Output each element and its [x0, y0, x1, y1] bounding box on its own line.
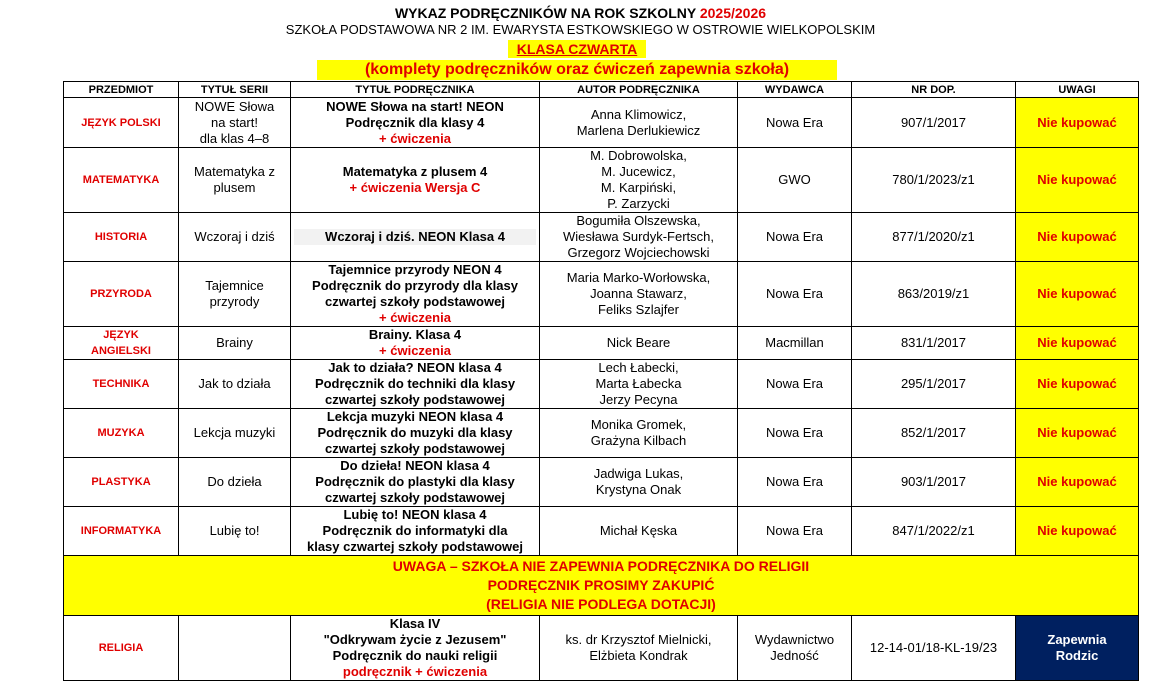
title-cell	[291, 98, 540, 148]
subject-cell	[64, 327, 179, 360]
approval-number-cell: 295/1/2017	[852, 360, 1016, 409]
series-name: Lekcja muzyki	[193, 425, 276, 440]
author-name: Monika Gromek,	[590, 417, 687, 432]
approval-number-cell: 907/1/2017	[852, 98, 1016, 148]
table-row	[64, 507, 1139, 556]
title-prefix: WYKAZ PODRĘCZNIKÓW NA ROK SZKOLNY	[394, 5, 696, 21]
publisher-cell: Nowa Era	[738, 507, 852, 556]
subject-cell	[64, 409, 179, 458]
approval-number-cell: 903/1/2017	[852, 458, 1016, 507]
book-title: Do dzieła! NEON klasa 4	[340, 458, 490, 473]
note-cell	[1016, 616, 1139, 681]
author-name: Krystyna Onak	[595, 482, 682, 497]
title-cell	[291, 262, 540, 327]
subject-name: TECHNIKA	[92, 378, 150, 390]
warning-line: PODRĘCZNIK PROSIMY ZAKUPIĆ	[487, 577, 715, 593]
series-name: Matematyka z	[194, 164, 275, 179]
warning-line: (RELIGIA NIE PODLEGA DOTACJI)	[486, 596, 716, 612]
table-row	[64, 360, 1139, 409]
publisher-cell	[738, 616, 852, 681]
author-cell	[540, 616, 738, 681]
series-cell	[179, 616, 291, 681]
note-line: Zapewnia	[1047, 632, 1107, 647]
col-subject: PRZEDMIOT	[64, 82, 179, 98]
book-title: Klasa IV	[389, 616, 441, 631]
table-row	[64, 409, 1139, 458]
series-name: Jak to działa	[198, 376, 271, 391]
subject-cell	[64, 360, 179, 409]
author-name: Grażyna Kilbach	[590, 433, 687, 448]
book-title: Tajemnice przyrody NEON 4	[328, 262, 502, 277]
note-cell: Nie kupować	[1016, 98, 1139, 148]
approval-number-cell: 877/1/2020/z1	[852, 213, 1016, 262]
series-name: Lubię to!	[209, 523, 260, 538]
table-header-row	[64, 82, 1139, 98]
book-title: Lubię to! NEON klasa 4	[343, 507, 487, 522]
author-name: Marlena Derlukiewicz	[576, 122, 701, 138]
author-name: Nick Beare	[606, 335, 671, 350]
author-name: Jerzy Pecyna	[599, 392, 678, 407]
class-note: (komplety podręczników oraz ćwiczeń zapewnia szkoła)	[317, 60, 837, 80]
warning-row	[64, 556, 1139, 616]
title-cell	[291, 360, 540, 409]
publisher-cell: Nowa Era	[738, 213, 852, 262]
book-title: czwartej szkoły podstawowej	[325, 392, 505, 407]
subject-cell	[64, 507, 179, 556]
title-cell	[291, 458, 540, 507]
author-cell	[540, 360, 738, 409]
series-cell	[179, 148, 291, 213]
religion-warning	[64, 556, 1139, 616]
series-cell	[179, 213, 291, 262]
series-cell	[179, 360, 291, 409]
note-cell: Nie kupować	[1016, 360, 1139, 409]
title-extra: + ćwiczenia	[379, 310, 451, 325]
series-name: Tajemnice	[205, 278, 264, 293]
publisher-cell: Nowa Era	[738, 262, 852, 327]
author-cell	[540, 507, 738, 556]
subject-name: ANGIELSKI	[91, 345, 151, 357]
title-extra: + ćwiczenia	[379, 130, 451, 146]
book-title: Podręcznik do informatyki dla	[322, 523, 508, 538]
title-year: 2025/2026	[699, 5, 767, 21]
author-name: Marta Łabecka	[595, 376, 682, 391]
school-name: SZKOŁA PODSTAWOWA NR 2 IM. EWARYSTA ESTKOWSKIEGO W OSTROWIE WIELKOPOLSKIM	[285, 22, 876, 37]
series-name: przyrody	[209, 294, 260, 309]
approval-number-cell: 12-14-01/18-KL-19/23	[852, 616, 1016, 681]
approval-number-cell: 863/2019/z1	[852, 262, 1016, 327]
publisher-cell: Nowa Era	[738, 360, 852, 409]
author-name: Elżbieta Kondrak	[589, 648, 688, 663]
author-cell	[540, 262, 738, 327]
title-cell	[291, 507, 540, 556]
subject-name: MATEMATYKA	[82, 174, 160, 186]
note-cell: Nie kupować	[1016, 213, 1139, 262]
note-cell: Nie kupować	[1016, 262, 1139, 327]
col-notes: UWAGI	[1016, 82, 1139, 98]
book-title: "Odkrywam życie z Jezusem"	[323, 632, 507, 647]
author-cell	[540, 327, 738, 360]
book-title: Podręcznik do techniki dla klasy	[314, 376, 516, 391]
book-title: Jak to działa? NEON klasa 4	[328, 360, 502, 375]
book-title: czwartej szkoły podstawowej	[325, 490, 505, 505]
author-name: M. Dobrowolska,	[590, 148, 687, 163]
subject-name: PRZYRODA	[90, 288, 152, 300]
col-author: AUTOR PODRĘCZNIKA	[540, 82, 738, 98]
publisher-cell: Nowa Era	[738, 409, 852, 458]
series-cell	[179, 458, 291, 507]
author-name: Joanna Stawarz,	[590, 286, 687, 301]
author-name: Feliks Szlajfer	[598, 302, 679, 317]
note-cell: Nie kupować	[1016, 409, 1139, 458]
subject-cell	[64, 458, 179, 507]
series-cell	[179, 409, 291, 458]
author-name: Wiesława Surdyk-Fertsch,	[563, 229, 714, 244]
subject-name: MUZYKA	[97, 427, 145, 439]
author-cell	[540, 213, 738, 262]
series-name: plusem	[213, 180, 256, 195]
author-name: Michał Kęska	[599, 523, 678, 538]
publisher-cell: Nowa Era	[738, 458, 852, 507]
series-cell	[179, 98, 291, 148]
series-name: Brainy	[216, 335, 253, 350]
approval-number-cell: 831/1/2017	[852, 327, 1016, 360]
approval-number-cell: 780/1/2023/z1	[852, 148, 1016, 213]
title-extra: + ćwiczenia Wersja C	[349, 180, 481, 195]
table-row	[64, 616, 1139, 681]
author-name: Bogumiła Olszewska,	[576, 213, 701, 228]
title-cell	[291, 213, 540, 262]
book-title: Matematyka z plusem 4	[342, 164, 488, 179]
book-title: Lekcja muzyki NEON klasa 4	[326, 409, 504, 424]
author-name: M. Jucewicz,	[601, 164, 676, 179]
table-row	[64, 148, 1139, 213]
author-cell	[540, 458, 738, 507]
subject-cell	[64, 262, 179, 327]
book-title: Podręcznik do nauki religii	[332, 648, 498, 663]
table-row	[64, 458, 1139, 507]
author-cell	[540, 148, 738, 213]
book-title: czwartej szkoły podstawowej	[325, 441, 505, 456]
book-title: Brainy. Klasa 4	[368, 327, 462, 342]
publisher-cell: Nowa Era	[738, 98, 852, 148]
note-cell: Nie kupować	[1016, 458, 1139, 507]
author-name: ks. dr Krzysztof Mielnicki,	[565, 632, 712, 647]
title-cell	[291, 148, 540, 213]
author-name: P. Zarzycki	[607, 196, 670, 211]
subject-name: RELIGIA	[98, 642, 144, 654]
series-name: Wczoraj i dziś	[194, 229, 275, 244]
subject-cell	[64, 98, 179, 148]
col-number: NR DOP.	[852, 82, 1016, 98]
approval-number-cell: 847/1/2022/z1	[852, 507, 1016, 556]
series-name: na start!	[211, 114, 258, 130]
series-name: dla klas 4–8	[199, 130, 270, 146]
title-cell	[291, 327, 540, 360]
col-series: TYTUŁ SERII	[179, 82, 291, 98]
book-title: Podręcznik dla klasy 4	[345, 114, 485, 130]
subject-name: JĘZYK POLSKI	[81, 116, 161, 129]
subject-name: PLASTYKA	[91, 476, 151, 488]
title-extra: podręcznik + ćwiczenia	[342, 664, 488, 679]
series-cell	[179, 507, 291, 556]
textbook-table	[63, 81, 1139, 681]
subject-name: HISTORIA	[94, 231, 148, 243]
publisher-name: Jedność	[770, 648, 819, 663]
publisher-cell: Macmillan	[738, 327, 852, 360]
table-row	[64, 262, 1139, 327]
author-name: Lech Łabecki,	[598, 360, 679, 375]
book-title: NOWE Słowa na start! NEON	[326, 98, 504, 114]
series-name: Do dzieła	[207, 474, 262, 489]
book-title: Podręcznik do muzyki dla klasy	[317, 425, 513, 440]
note-line: Rodzic	[1055, 648, 1099, 663]
author-cell	[540, 409, 738, 458]
author-cell	[540, 98, 738, 148]
subject-name: INFORMATYKA	[80, 525, 162, 537]
title-cell	[291, 616, 540, 681]
table-row	[64, 327, 1139, 360]
note-cell: Nie kupować	[1016, 507, 1139, 556]
publisher-cell: GWO	[738, 148, 852, 213]
note-cell: Nie kupować	[1016, 148, 1139, 213]
document-title	[0, 5, 1161, 21]
table-row	[64, 98, 1139, 148]
title-extra: + ćwiczenia	[379, 343, 451, 358]
class-label: KLASA CZWARTA	[508, 40, 646, 58]
author-name: M. Karpiński,	[600, 180, 677, 195]
col-publisher: WYDAWCA	[738, 82, 852, 98]
table-row	[64, 213, 1139, 262]
author-name: Maria Marko-Worłowska,	[566, 270, 711, 285]
title-cell	[291, 409, 540, 458]
subject-name: JĘZYK	[103, 329, 139, 341]
approval-number-cell: 852/1/2017	[852, 409, 1016, 458]
book-title: Podręcznik do plastyki dla klasy	[315, 474, 515, 489]
author-name: Jadwiga Lukas,	[593, 466, 684, 481]
author-name: Anna Klimowicz,	[590, 106, 687, 122]
col-title: TYTUŁ PODRĘCZNIKA	[291, 82, 540, 98]
warning-line: UWAGA – SZKOŁA NIE ZAPEWNIA PODRĘCZNIKA DO RELIGII	[392, 558, 810, 574]
book-title: Wczoraj i dziś. NEON Klasa 4	[294, 229, 536, 245]
publisher-name: Wydawnictwo	[754, 632, 835, 647]
series-cell	[179, 262, 291, 327]
subject-cell	[64, 148, 179, 213]
book-title: Podręcznik do przyrody dla klasy	[312, 278, 518, 293]
series-name: NOWE Słowa	[194, 98, 275, 114]
note-cell: Nie kupować	[1016, 327, 1139, 360]
book-title: czwartej szkoły podstawowej	[325, 294, 505, 309]
author-name: Grzegorz Wojciechowski	[567, 245, 710, 260]
subject-cell	[64, 616, 179, 681]
book-title: klasy czwartej szkoły podstawowej	[306, 539, 524, 554]
series-cell	[179, 327, 291, 360]
subject-cell	[64, 213, 179, 262]
